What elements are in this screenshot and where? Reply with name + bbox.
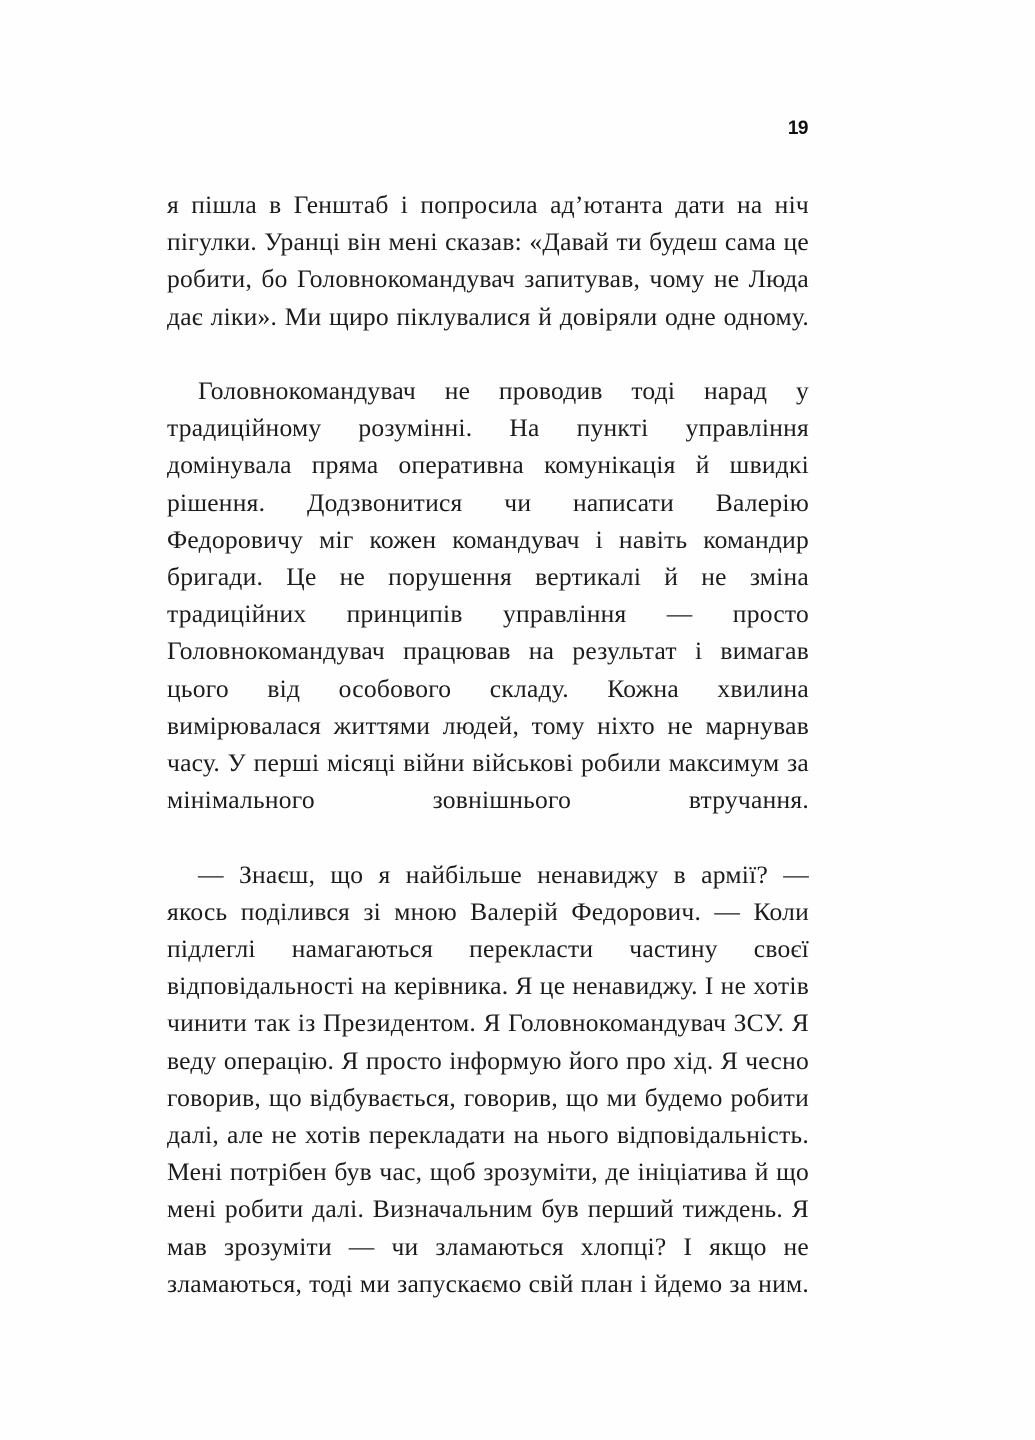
page-number: 19 [787,118,808,139]
paragraph: — Знаєш, що я найбільше ненавиджу в армії? — якось поділився зі мною Валерій Федорович. — Коли підлеглі намагаються перекласти частину своєї відповідальності на керівника. Я це ненавиджу. І не хотів чинити так із Президентом. Я Головнокомандувач ЗСУ. Я веду операцію. Я просто інформую його про хід. Я чесно говорив, що відбувається, говорив, що ми будемо робити далі, але не хотів перекладати на нього відповідальність. Мені потрібен був час, щоб зрозуміти, де ініціатива й що мені робити далі. Визначальним був перший тиждень. Я мав зрозуміти — чи зламаються хлопці? І якщо не зламаються, тоді ми запускаємо свій план і йдемо за ним. [167,859,809,1298]
body-text-column [167,186,809,1339]
paragraph: я пішла в Генштаб і попросила ад’ютанта дати на ніч пігулки. Уранці він мені сказав: «Давай ти будеш сама це робити, бо Головнокомандувач запитував, чому не Люда дає ліки». Ми щиро піклувалися й довіряли одне одному. [167,190,809,331]
paragraph: Головнокомандувач не проводив тоді нарад у традиційному розумінні. На пункті управління домінувала пряма оперативна комунікація й швидкі рішення. Додзвонитися чи написати Валерію Федоровичу міг кожен командувач і навіть командир бригади. Це не порушення вертикалі й не зміна традиційних принципів управління — просто Головнокомандувач працював на результат і вимагав цього від особового складу. Кожна хвилина вимірювалася життями людей, тому ніхто не марнував часу. У перші місяці війни військові робили максимум за мінімального зовнішнього втручання. [167,376,809,815]
